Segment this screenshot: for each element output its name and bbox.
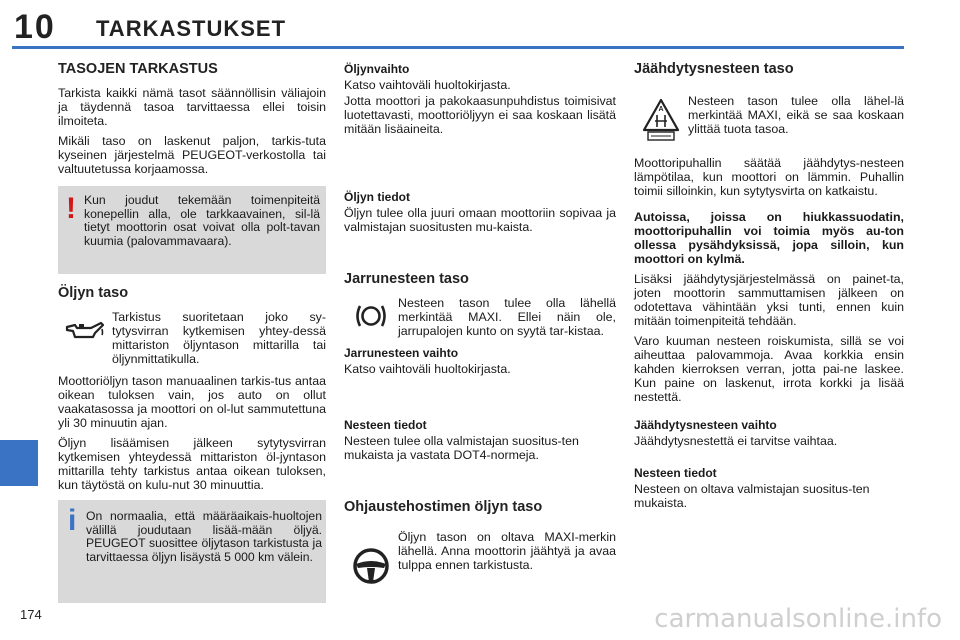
warning-icon: ! [66, 192, 76, 225]
paragraph: Nesteen on oltava valmistajan suositus-ten mukaista. [634, 482, 870, 510]
paragraph: Öljyn lisäämisen jälkeen sytytysvirran kytkemisen yhteydessä mittariston öl-jyntason mittarilla tehty tarkistus antaa oikean tuloksen, kun täytöstä on kulu-nut 30 minuuttia. [58, 436, 326, 492]
coolant-icon-row [634, 94, 904, 144]
paragraph: Katso vaihtoväli huoltokirjasta. [344, 78, 511, 92]
chapter-side-tab [0, 440, 38, 486]
paragraph: Jäähdytysnestettä ei tarvitse vaihtaa. [634, 434, 838, 448]
subheading-coolant-change: Jäähdytysnesteen vaihto [634, 418, 777, 432]
column-1 [58, 62, 326, 182]
oil-level-section [58, 286, 326, 498]
subheading-oil-spec: Öljyn tiedot [344, 190, 410, 204]
brake-warning-icon [344, 296, 398, 336]
coolant-icon-text: Nesteen tason tulee olla lähel-lä merkintää MAXI, eikä se saa koskaan ylittää tuota tasoa. [688, 94, 904, 136]
subheading-brake-spec: Nesteen tiedot [344, 418, 427, 432]
chapter-number: 10 [14, 8, 56, 46]
paragraph: Lisäksi jäähdytysjärjestelmässä on painet-ta, joten moottorin sammuttamisen jälkeen on odotettava vähintään yksi tunti, ennen kuin mitään toimenpiteitä tehdään. [634, 272, 904, 328]
brake-icon-text: Nesteen tason tulee olla lähellä merkintää MAXI. Ellei näin ole, jarrupalojen kunto on syytä tar-kistaa. [398, 296, 616, 338]
oil-icon-row [58, 310, 326, 366]
paragraph: Jotta moottori ja pakokaasunpuhdistus toimisivat luotettavasti, moottoriöljyyn ei saa koskaan lisätä mitään lisäaineita. [344, 94, 616, 136]
steering-icon-row [344, 530, 616, 586]
section-title-oil-level: Öljyn taso [58, 285, 129, 301]
subheading-brake-change: Jarrunesteen vaihto [344, 346, 459, 360]
oil-icon-text: Tarkistus suoritetaan joko sy-tytysvirran kytkemisen yhtey-dessä mittariston öljyntason mittarilla tai öljynmittatikulla. [112, 310, 326, 366]
paragraph: Moottoriöljyn tason manuaalinen tarkis-tus antaa oikean tuloksen vain, jos auto on ollut vaakatasossa ja moottori on ol-lut sammutettuna yli 30 minuutin ajan. [58, 374, 326, 430]
section-title-coolant: Jäähdytysnesteen taso [634, 61, 794, 77]
section-title-level-check: TASOJEN TARKASTUS [58, 61, 218, 77]
info-icon: i [68, 504, 77, 537]
warning-text: Kun joudut tekemään toimenpiteitä konepellin alla, ole tarkkaavainen, sil-lä tietyt moottorin osat voivat olla polt-tavan kuumia (palovammavaara). [84, 193, 320, 248]
column-2-top [344, 62, 616, 142]
steering-wheel-icon [344, 530, 398, 586]
section-title-brake-fluid: Jarrunesteen taso [344, 271, 469, 287]
watermark: carmanualsonline.info [654, 604, 942, 634]
paragraph: Mikäli taso on laskenut paljon, tarkis-tuta kyseinen järjestelmä PEUGEOT-verkostolla tai valtuutetussa korjaamossa. [58, 134, 326, 176]
paragraph: Varo kuuman nesteen roiskumista, sillä se voi aiheuttaa palovammoja. Avaa korkkia ensin kahden kierroksen verran, jotta pai-ne laskee. Kun paine on laskenut, irrota korkki ja lisää nestettä. [634, 334, 904, 404]
oil-spec-section [344, 190, 616, 240]
brake-icon-row [344, 296, 616, 338]
subheading-coolant-spec: Nesteen tiedot [634, 466, 717, 480]
oil-can-icon [58, 310, 112, 350]
paragraph: Nesteen tulee olla valmistajan suositus-ten mukaista ja vastata DOT4-normeja. [344, 434, 579, 462]
section-title-steering-oil: Ohjaustehostimen öljyn taso [344, 499, 543, 515]
header-rule [12, 46, 904, 49]
paragraph: Katso vaihtoväli huoltokirjasta. [344, 362, 511, 376]
page-number: 174 [20, 607, 42, 622]
warning-note [58, 186, 326, 274]
brake-fluid-section [344, 272, 616, 382]
steering-oil-section [344, 500, 616, 594]
paragraph: Öljyn tulee olla juuri omaan moottoriin sopivaa ja valmistajan suositusten mu-kaista. [344, 206, 616, 234]
paragraph-bold: Autoissa, joissa on hiukkassuodatin, moottoripuhallin voi toimia myös au-ton ollessa pysähdyksissä, jopa silloin, kun moottori on kylmä. [634, 210, 904, 266]
chapter-title: TARKASTUKSET [96, 16, 287, 41]
subheading-oil-change: Öljynvaihto [344, 62, 410, 76]
svg-text:A: A [658, 106, 664, 113]
info-note [58, 500, 326, 603]
coolant-warning-icon [634, 94, 688, 144]
brake-spec-section [344, 418, 616, 468]
paragraph: Tarkista kaikki nämä tasot säännöllisin väliajoin ja täydennä tasoa tarvittaessa ellei toisin ilmoiteta. [58, 86, 326, 128]
coolant-section [634, 62, 904, 516]
steering-icon-text: Öljyn tason on oltava MAXI-merkin lähellä. Anna moottorin jäähtyä ja avaa tulppa ennen tarkistusta. [398, 530, 616, 572]
paragraph: Moottoripuhallin säätää jäähdytys-nesteen lämpötilaa, kun moottori on lämmin. Puhallin toimii silloinkin, kun sytytysvirta on katkaistu. [634, 156, 904, 198]
info-text: On normaalia, että määräaikais-huoltojen välillä joudutaan lisää-mään öljyä. PEUGEOT suosittee öljytason tarkistusta ja tarvittaessa öljyn lisäystä 5 000 km välein. [86, 509, 322, 564]
